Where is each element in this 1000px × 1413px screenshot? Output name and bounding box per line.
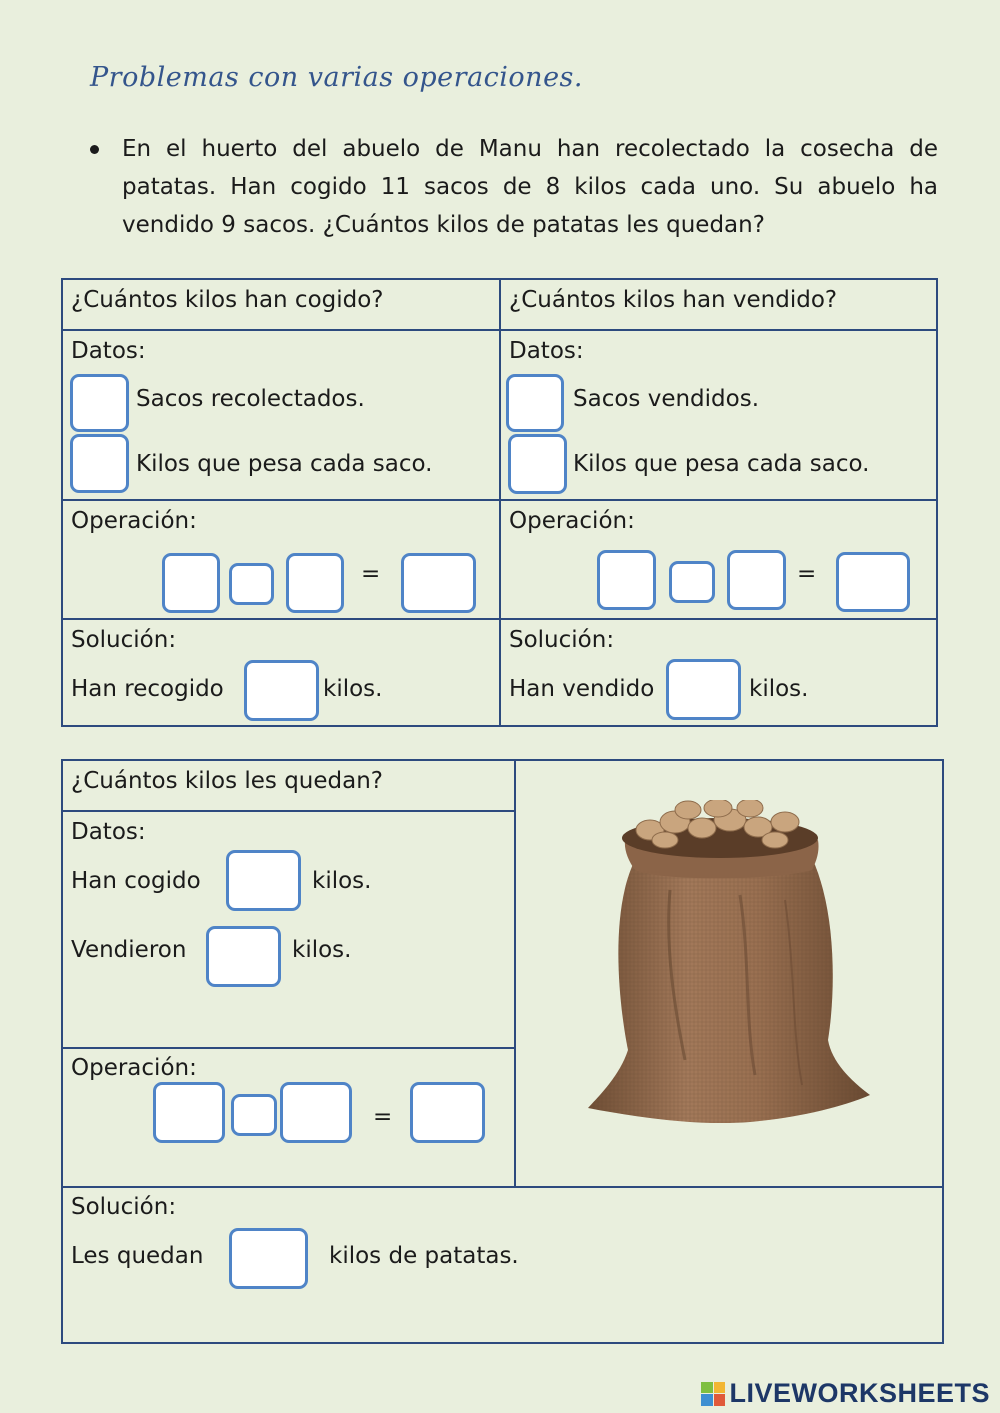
left-solucion-input[interactable]: [244, 660, 319, 721]
bottom-op-result-input[interactable]: [410, 1082, 485, 1143]
left-solucion-label: Solución:: [71, 627, 177, 653]
bottom-header: ¿Cuántos kilos les quedan?: [71, 768, 384, 794]
right-sacos-input[interactable]: [506, 374, 564, 432]
right-equals-sign: =: [797, 561, 817, 587]
left-op-operand2-input[interactable]: [286, 553, 344, 613]
right-dato1-label: Sacos vendidos.: [573, 386, 759, 412]
left-kilos-input[interactable]: [70, 434, 129, 493]
left-dato1-label: Sacos recolectados.: [136, 386, 365, 412]
bottom-operacion-label: Operación:: [71, 1055, 197, 1081]
bottom-datos-label: Datos:: [71, 819, 146, 845]
bottom-solucion-prefix: Les quedan: [71, 1243, 204, 1269]
left-solucion-suffix: kilos.: [323, 676, 383, 702]
bottom-solucion-label: Solución:: [71, 1194, 177, 1220]
liveworksheets-logo-icon: [701, 1382, 725, 1406]
footer-brand: [701, 1378, 990, 1409]
footer-brand-text: LIVEWORKSHEETS: [729, 1378, 990, 1408]
bottom-op-operand1-input[interactable]: [153, 1082, 225, 1143]
problem-statement: En el huerto del abuelo de Manu han recolectado la cosecha de patatas. Han cogido 11 sacos de 8 kilos cada uno. Su abuelo ha vendido 9 sacos. ¿Cuántos kilos de patatas les quedan?: [122, 136, 938, 238]
potato-sack-image: [580, 800, 875, 1130]
right-solucion-label: Solución:: [509, 627, 615, 653]
bottom-dato1-suffix: kilos.: [312, 868, 372, 894]
right-header: ¿Cuántos kilos han vendido?: [509, 287, 838, 313]
right-op-operand1-input[interactable]: [597, 550, 656, 610]
right-solucion-prefix: Han vendido: [509, 676, 655, 702]
bottom-dato2-prefix: Vendieron: [71, 937, 187, 963]
right-op-result-input[interactable]: [836, 552, 910, 612]
left-header: ¿Cuántos kilos han cogido?: [71, 287, 384, 313]
left-operacion-label: Operación:: [71, 508, 197, 534]
right-solucion-suffix: kilos.: [749, 676, 809, 702]
right-op-operator-input[interactable]: [669, 561, 715, 603]
left-dato2-label: Kilos que pesa cada saco.: [136, 451, 433, 477]
left-sacos-input[interactable]: [70, 374, 129, 432]
left-op-operator-input[interactable]: [229, 563, 274, 605]
right-datos-label: Datos:: [509, 338, 584, 364]
bottom-equals-sign: =: [373, 1104, 393, 1130]
bottom-solucion-input[interactable]: [229, 1228, 308, 1289]
right-op-operand2-input[interactable]: [727, 550, 786, 610]
bottom-dato2-suffix: kilos.: [292, 937, 352, 963]
right-solucion-input[interactable]: [666, 659, 741, 720]
left-op-result-input[interactable]: [401, 553, 476, 613]
right-dato2-label: Kilos que pesa cada saco.: [573, 451, 870, 477]
bottom-solucion-suffix: kilos de patatas.: [329, 1243, 519, 1269]
page-title: Problemas con varias operaciones.: [90, 62, 583, 93]
bottom-dato1-prefix: Han cogido: [71, 868, 201, 894]
bottom-op-operand2-input[interactable]: [280, 1082, 352, 1143]
bullet-icon: [90, 145, 99, 154]
left-equals-sign: =: [361, 561, 381, 587]
right-operacion-label: Operación:: [509, 508, 635, 534]
bottom-vendieron-input[interactable]: [206, 926, 281, 987]
bottom-op-operator-input[interactable]: [231, 1094, 277, 1136]
left-datos-label: Datos:: [71, 338, 146, 364]
bottom-cogido-input[interactable]: [226, 850, 301, 911]
left-op-operand1-input[interactable]: [162, 553, 220, 613]
left-solucion-prefix: Han recogido: [71, 676, 224, 702]
right-kilos-input[interactable]: [508, 434, 567, 494]
